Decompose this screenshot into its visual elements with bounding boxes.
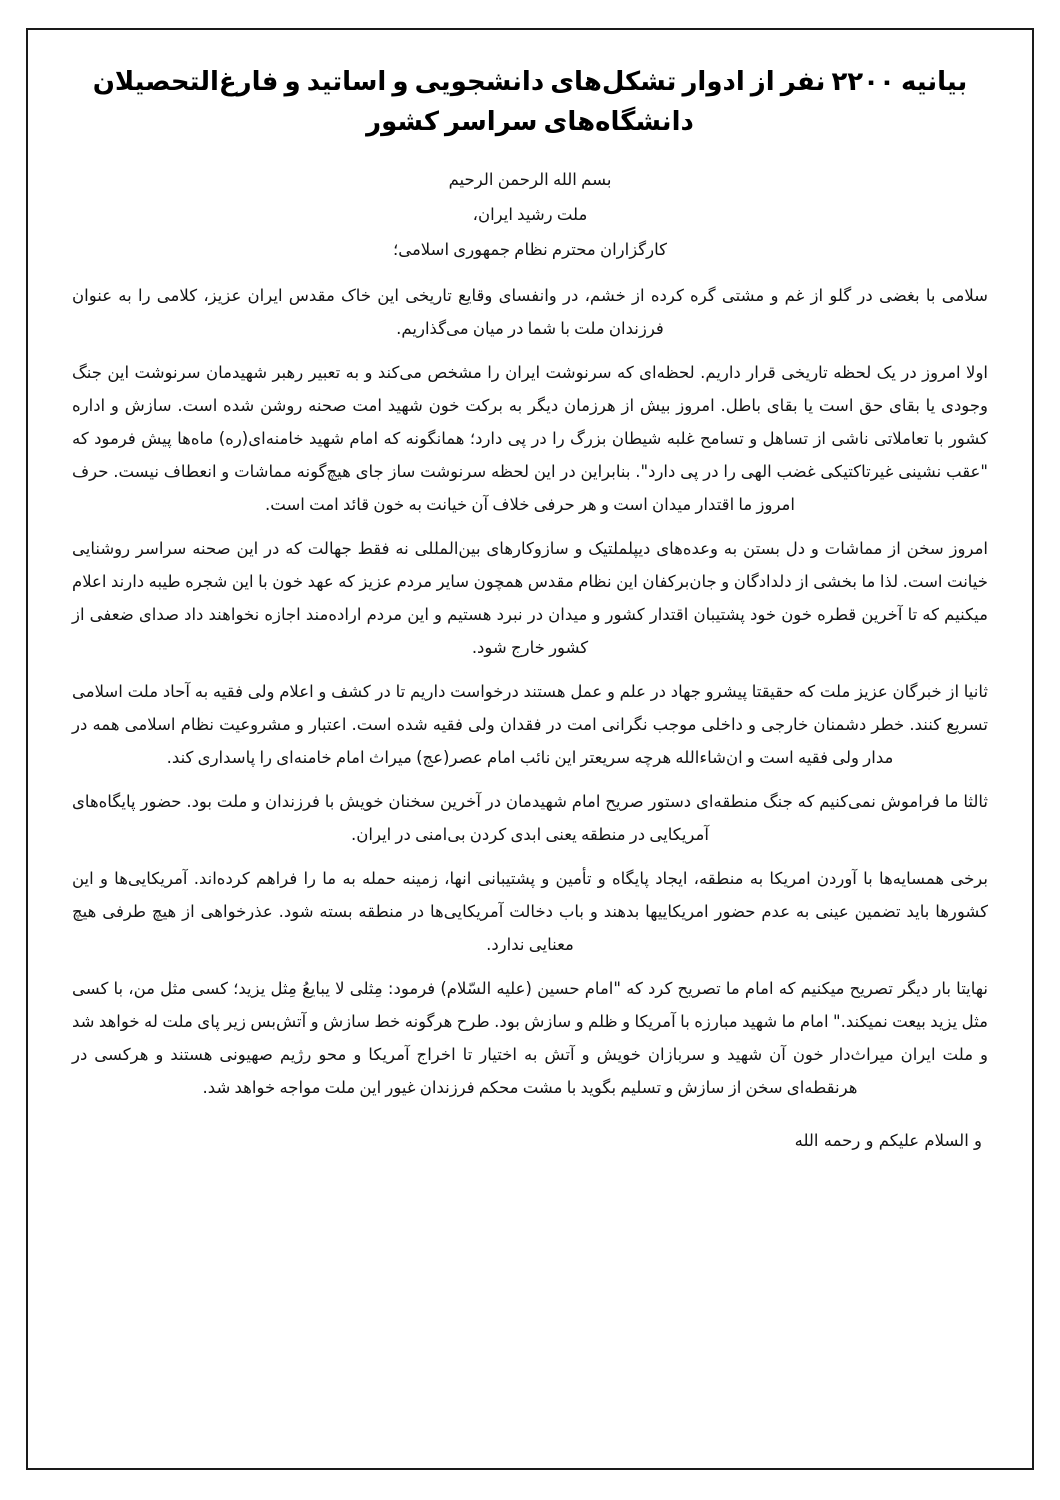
document-page <box>26 28 1034 1470</box>
signoff-line: و السلام علیکم و رحمه الله <box>794 1130 982 1150</box>
paragraph-4-assembly-of-experts: ثانیا از خبرگان عزیز ملت که حقیقتا پیشرو جهاد در علم و عمل هستند درخواست داریم تا در کشف و اعلام ولی فقیه به آحاد ملت اسلامی تسریع کنند. خطر دشمنان خارجی و داخلی موجب نگرانی امت در فقدان ولی فقیه شده است. اعتبار و مشروعیت نظام اسلامی همه در مدار ولی فقیه است و ان‌شاءالله هرچه سریعتر این نائب امام عصر(عج) میراث امام خامنه‌ای را پاسداری کند. <box>72 681 988 767</box>
paragraph-5-regional-war: ثالثا ما فراموش نمی‌کنیم که جنگ منطقه‌ای دستور صریح امام شهیدمان در آخرین سخنان خویش با فرزندان و ملت بود. حضور پایگاه‌های آمریکایی در منطقه یعنی ابدی کردن بی‌امنی در ایران. <box>72 791 988 844</box>
salutation-line-officials: کارگزاران محترم نظام جمهوری اسلامی؛ <box>392 240 668 260</box>
salutation-line-bismillah: بسم الله الرحمن الرحیم <box>448 169 612 189</box>
paragraph-3-no-compromise: امروز سخن از مماشات و دل بستن به وعده‌های دیپلملتیک و سازوکارهای بین‌المللی نه فقط جهالت که در این صحنه سراسر روشنایی خیانت است. لذا ما بخشی از دلدادگان و جان‌برکفان این نظام مقدس همچون سایر مردم عزیز که عهد خون با این شجره طیبه دارند اعلام میکنیم که تا آخرین قطره خون خود پشتیبان اقتدار کشور و میدان در نبرد هستیم و این مردم اراده‌مند اجازه نخواهند داد صدای ضعفی از کشور خارج شود. <box>72 538 988 657</box>
paragraph-7-final-declaration: نهایتا بار دیگر تصریح میکنیم که امام ما تصریح کرد که "امام حسین (علیه السّلام) فرمود: مِثلی لا یبایعُ مِثل یزید؛ کسی مثل من، با کسی مثل یزید بیعت نمیکند." امام ما شهید مبارزه با آمریکا و ظلم و سازش بود. طرح هرگونه خط سازش و آتش‌بس زیر پای ملت له خواهد شد و ملت ایران میراث‌دار خون آن شهید و سربازان خویش و آتش به اختیار تا اخراج آمریکا و محو رژیم صهیونی هستند و هرکسی در هرنقطه‌ای سخن از سازش و تسلیم بگوید با مشت محکم فرزندان غیور این ملت مواجه خواهد شد. <box>72 978 988 1097</box>
salutation-line-nation: ملت رشید ایران، <box>472 204 588 224</box>
paragraph-1-greeting: سلامی با بغضی در گلو از غم و مشتی گره کرده از خشم، در وانفسای وقایع تاریخی این خاک مقدس ایران عزیز، کلامی را به عنوان فرزندان ملت با شما در میان می‌گذاریم. <box>72 285 988 338</box>
salutation-block <box>72 165 988 265</box>
paragraph-6-neighbors-bases: برخی همسایه‌ها با آوردن امریکا به منطقه، ایجاد پایگاه و تأمین و پشتیبانی انها، زمینه حمله به ما را فراهم کرده‌اند. آمریکایی‌ها و این کشورها باید تضمین عینی به عدم حضور امریکاییها بدهند و باب دخالت آمریکایی‌ها در منطقه بسته شود. عذرخواهی از هیچ طرفی هیچ معنایی ندارد. <box>72 868 988 954</box>
document-body <box>28 30 1032 1175</box>
paragraph-2-historic-moment: اولا امروز در یک لحظه تاریخی قرار داریم. لحظه‌ای که سرنوشت ایران را مشخص می‌کند و به تعبیر رهبر شهیدمان سرنوشت این جنگ وجودی یا بقای حق است یا بقای باطل. امروز بیش از هرزمان دیگر به برکت خون شهید امت صحنه روشن شده است. سازش و اداره کشور با تعاملاتی ناشی از تساهل و تسامح غلبه شیطان بزرگ را در پی دارد؛ همانگونه که امام شهید خامنه‌ای(ره) ماه‌ها پیش فرمود که "عقب نشینی غیرتاکتیکی غضب الهی را در پی دارد". بنابراین در این لحظه سرنوشت ساز جای هیچ‌گونه مماشات و انعطاف نیست. حرف امروز ما اقتدار میدان است و هر حرفی خلاف آن خیانت به خون قائد امت است. <box>72 362 988 514</box>
page-title: بیانیه ۲۲۰۰ نفر از ادوار تشکل‌های دانشجویی و اساتید و فارغ‌التحصیلان دانشگاه‌های سراسر کشور <box>92 67 968 138</box>
